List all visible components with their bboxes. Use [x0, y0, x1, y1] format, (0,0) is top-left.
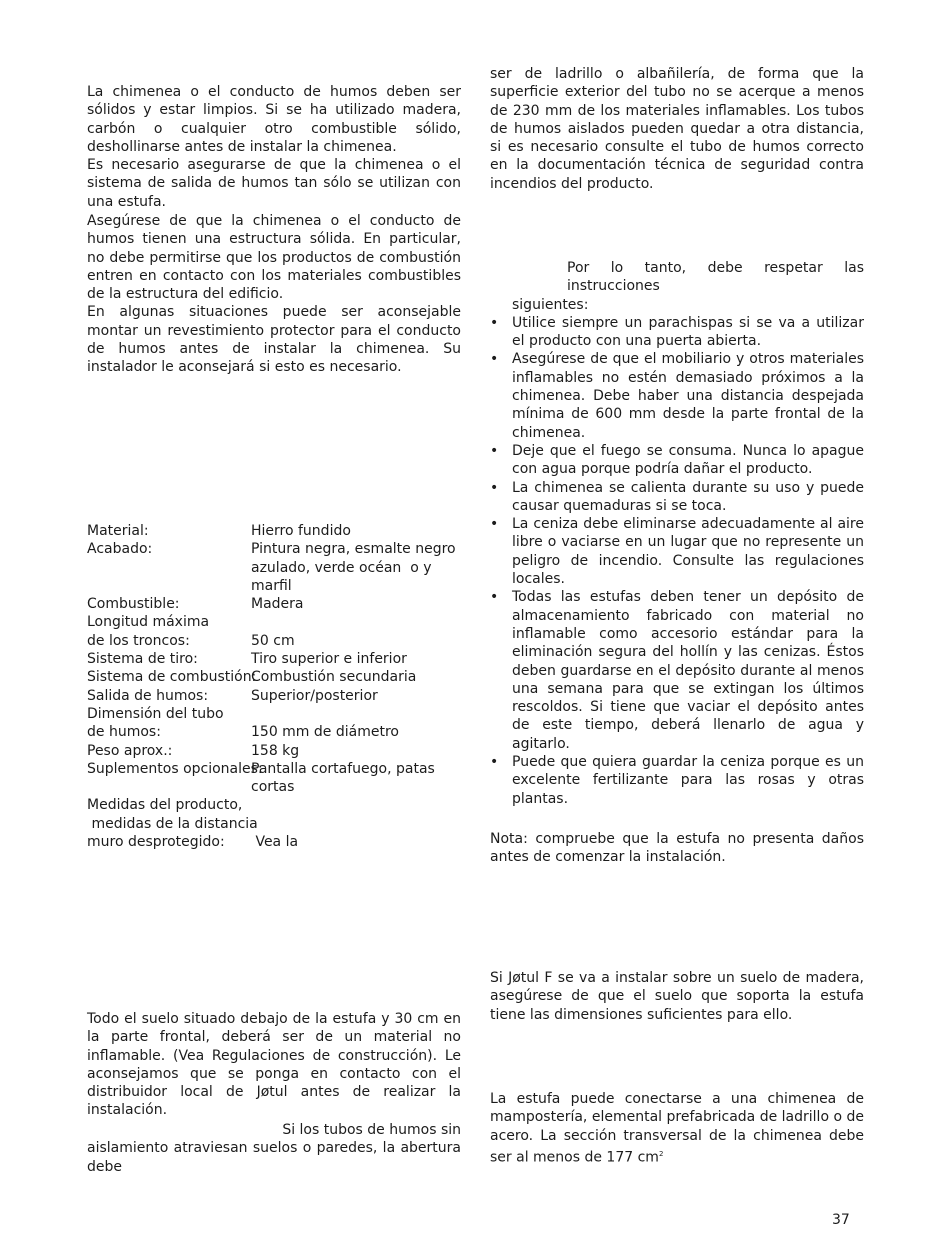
right-intro: [490, 65, 864, 193]
spec-value: [251, 815, 467, 833]
spec-value: Superior/posterior: [251, 687, 378, 704]
spec-value: Combustión secundaria: [251, 669, 417, 686]
technical-specs: [87, 522, 467, 851]
spec-label: medidas de la distancia: [87, 815, 258, 832]
spec-label: Sistema de combustión:: [87, 669, 257, 686]
paragraph-wooden-floor: Si Jøtul F se va a instalar sobre un suelo de madera, asegúrese de que el suelo que soporta la estufa tiene las dimensiones suficientes para ello.: [490, 970, 864, 1023]
paragraph-chimney-clean: La chimenea o el conducto de humos deben ser sólidos y estar limpios. Si se ha utilizado madera, carbón o cualquier otro combustible sólido, deshollinarse antes de instalar la chimenea.: [87, 84, 461, 155]
superscript-2: 2: [658, 1149, 664, 1158]
spec-label: Suplementos opcionales:: [87, 760, 263, 777]
spec-row: [87, 650, 467, 668]
safety-list: [490, 314, 864, 808]
spec-value: Madera: [251, 596, 304, 613]
safety-list-item: • La chimenea se calienta durante su uso y puede causar quemaduras si se toca.: [490, 479, 864, 516]
spec-label: de los troncos:: [87, 632, 190, 649]
spec-label: Acabado:: [87, 541, 153, 558]
right-chimney-connection: [490, 1090, 864, 1167]
spec-label: Salida de humos:: [87, 687, 209, 704]
spec-row: [87, 705, 467, 723]
left-floor: [87, 1010, 461, 1120]
right-safety: [490, 259, 864, 808]
spec-row: [87, 760, 467, 797]
chimney-connection-text: La estufa puede conectarse a una chimenea de mampostería, elemental prefabricada de ladrillo o de acero. La sección transversal de la chimenea debe ser al menos de 177 cm: [490, 1091, 864, 1166]
spec-value: Pantalla cortafuego, patas cortas: [251, 760, 440, 796]
safety-list-item: • Puede que quiera guardar la ceniza porque es un excelente fertilizante para las rosas y otras plantas.: [490, 753, 864, 808]
spec-row: [87, 815, 467, 833]
paragraph-chimney-connection: [490, 1090, 864, 1167]
left-intro: [87, 83, 461, 211]
paragraph-solid-structure: Asegúrese de que la chimenea o el conducto de humos tienen una estructura sólida. En particular, no debe permitirse que los productos de combustión entren en contacto con los materiales combustibles de la estructura del edificio.: [87, 213, 461, 303]
spec-label: Longitud máxima: [87, 614, 210, 631]
spec-row: [87, 742, 467, 760]
spec-label: Medidas del producto,: [87, 797, 243, 814]
paragraph-floor-material: Todo el suelo situado debajo de la estufa y 30 cm en la parte frontal, deberá ser de un material no inflamable. (Vea Regulaciones de construcción). Le aconsejamos que se ponga en contacto con el distribuidor local de Jøtul antes de realizar la instalación.: [87, 1011, 461, 1119]
left-structure: [87, 212, 461, 377]
safety-list-item: • La ceniza debe eliminarse adecuadamente al aire libre o vaciarse en un lugar que no represente un peligro de incendio. Consulte las regulaciones locales.: [490, 515, 864, 588]
right-wooden-floor: [490, 969, 864, 1024]
spec-label: de humos:: [87, 724, 161, 741]
spec-label: Dimensión del tubo: [87, 705, 224, 722]
spec-value: 150 mm de diámetro: [251, 724, 399, 741]
spec-row: [87, 668, 467, 686]
left-flue-opening: [87, 1121, 461, 1176]
spec-value: Tiro superior e inferior: [251, 651, 407, 668]
safety-list-item: • Utilice siempre un parachispas si se va a utilizar el producto con una puerta abierta.: [490, 314, 864, 351]
spec-value: Hierro fundido: [251, 523, 351, 539]
spec-row: [87, 796, 467, 814]
spec-label: Peso aprox.:: [87, 742, 173, 759]
paragraph-protective-lining: En algunas situaciones puede ser aconsejable montar un revestimiento protector para el conducto de humos antes de instalar la chimenea. Su instalador le aconsejará si esto es necesario.: [87, 304, 461, 376]
safety-list-item: • Todas las estufas deben tener un depósito de almacenamiento fabricado con material no inflamable como accesorio estándar para la eliminación segura del hollín y las cenizas. Éstos deben guardarse en el depósito durante al menos una semana para que se extingan los últimos rescoldos. Si tiene que vaciar el depósito antes de este tiempo, deberá llenarlo de agua y agitarlo.: [490, 588, 864, 753]
spec-value: 158 kg: [251, 742, 300, 759]
page-number: 37: [832, 1212, 850, 1228]
right-note: [490, 830, 864, 867]
safety-list-item: • Deje que el fuego se consuma. Nunca lo apague con agua porque podría dañar el producto.: [490, 442, 864, 479]
paragraph-flue-line2: aislamiento atraviesan suelos o paredes, la abertura debe: [87, 1140, 461, 1175]
spec-label: muro desprotegido:: [87, 834, 225, 851]
spec-label: Sistema de tiro:: [87, 651, 198, 668]
spec-label: Combustible:: [87, 596, 180, 613]
spec-row: [87, 833, 467, 851]
spec-row: [87, 632, 467, 650]
spec-row: [87, 687, 467, 705]
paragraph-brick-distance: ser de ladrillo o albañilería, de forma que la superficie exterior del tubo no se acerque a menos de 230 mm de los materiales inflamables. Los tubos de humos aislados pueden quedar a otra distancia, si es necesario consulte el tubo de humos correcto en la documentación técnica de seguridad contra incendios del producto.: [490, 66, 864, 192]
spec-row: [87, 540, 467, 595]
spec-row: [87, 522, 467, 540]
spec-value: [251, 796, 467, 814]
spec-value: Pintura negra, esmalte negro azulado, verde océan o y marfil: [251, 541, 461, 594]
spec-row: [87, 723, 467, 741]
spec-row: [87, 595, 467, 613]
spec-row: [87, 613, 467, 631]
safety-intro-line1: Por lo tanto, debe respetar las instrucciones: [567, 260, 864, 295]
paragraph-single-stove: Es necesario asegurarse de que la chimenea o el sistema de salida de humos tan sólo se utilizan con una estufa.: [87, 157, 461, 210]
safety-list-item: • Asegúrese de que el mobiliario y otros materiales inflamables no estén demasiado próximos a la chimenea. Debe haber una distancia despejada mínima de 600 mm desde la parte frontal de la chimenea.: [490, 350, 864, 441]
note-check-damage: Nota: compruebe que la estufa no presenta daños antes de comenzar la instalación.: [490, 831, 864, 866]
spec-value: [251, 705, 467, 723]
spec-value: 50 cm: [251, 632, 295, 649]
spec-value: [251, 613, 467, 631]
spec-label: Material:: [87, 523, 149, 539]
paragraph-flue-line1: Si los tubos de humos sin: [282, 1122, 461, 1138]
safety-intro-line2: siguientes:: [512, 296, 589, 313]
spec-value: Vea la: [251, 834, 299, 851]
